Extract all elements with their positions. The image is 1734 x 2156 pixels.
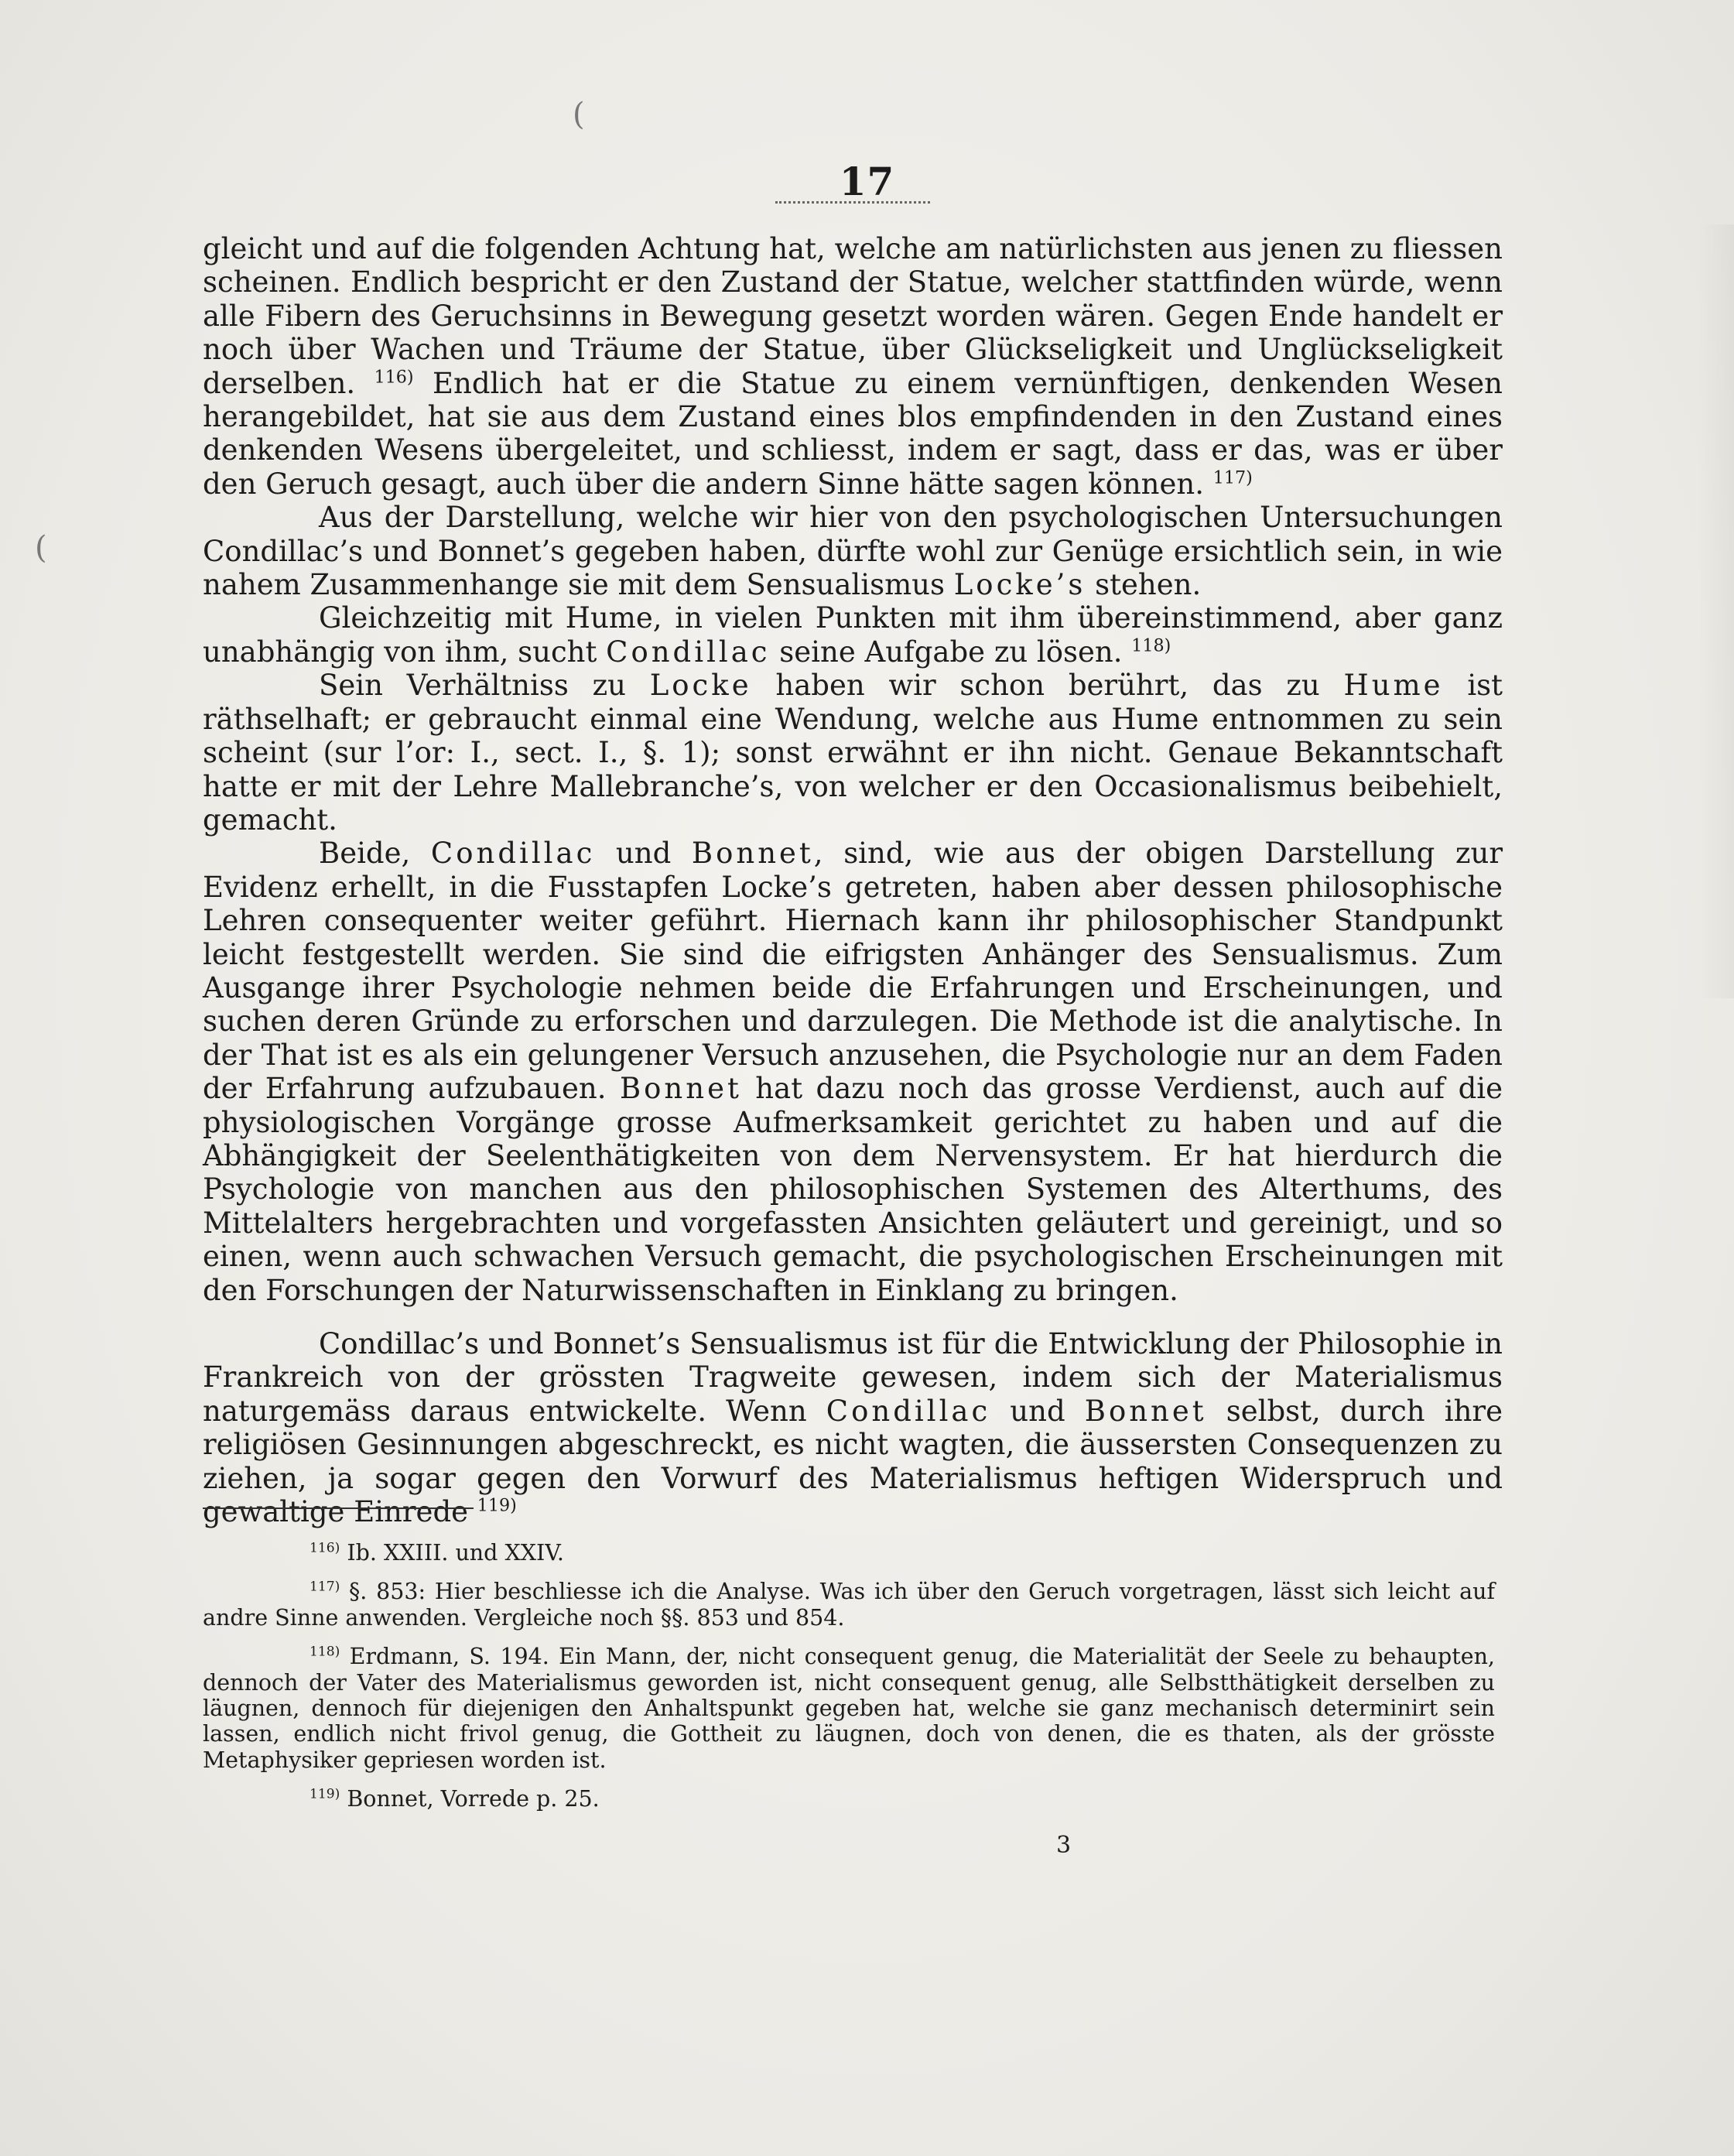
text-run: ist räthselhaft; er gebraucht einmal eine Wendung, welche aus Hume entnommen zu sein scheint (sur l’or: I., sect. I., §. 1); sonst erwähnt er ihn nicht. Genaue Bekanntschaft hatte er mit der Lehre Mallebranche’s, von welcher er den Occasionalismus beibehielt, gemacht. bbox=[203, 669, 1503, 837]
footnote-text: Bonnet, Vorrede p. 25. bbox=[340, 1786, 600, 1812]
text-run: Condillac’s und Bonnet’s Sensualismus ist für die Entwicklung der Philosophie in Frankreich von der grössten Tragweite gewesen, indem sich der Materialismus naturgemäss daraus entwickelte. Wenn bbox=[203, 1327, 1503, 1428]
footnote-rule bbox=[203, 1507, 474, 1509]
paragraph bbox=[203, 601, 1503, 669]
footnotes bbox=[203, 1540, 1495, 1826]
margin-pencil-mark: ( bbox=[573, 97, 585, 132]
paragraph bbox=[203, 1327, 1503, 1528]
spaced-name: Locke’s bbox=[953, 568, 1086, 602]
footnote-text: Erdmann, S. 194. Ein Mann, der, nicht consequent genug, die Materialität der Seele zu behaupten, dennoch der Vater des Materialismus geworden ist, nicht consequent genug, alle Selbstthätigkeit derselben zu läugnen, dennoch für diejenigen den Anhaltspunkt gegeben hat, welche sie ganz mechanisch determinirt sein lassen, endlich nicht frivol genug, die Gottheit zu läugnen, doch von denen, die es thaten, als der grösste Metaphysiker gepriesen worden ist. bbox=[203, 1644, 1495, 1773]
text-run: selbst, durch ihre religiösen Gesinnungen abgeschreckt, es nicht wagten, die äussersten Consequenzen zu ziehen, ja sogar gegen den Vorwurf des Materialismus heftigen Widerspruch und gewaltige Einrede bbox=[203, 1394, 1503, 1529]
spaced-name: Locke bbox=[649, 669, 752, 703]
text-run: und bbox=[990, 1394, 1085, 1428]
paragraph bbox=[203, 232, 1503, 501]
text-run: , sind, wie aus der obigen Darstellung zur Evidenz erhellt, in die Fusstapfen Locke’s getreten, haben aber dessen philosophische Lehren consequenter weiter geführt. Hiernach kann ihr philosophischer Standpunkt leicht festgestellt werden. Sie sind die eifrigsten Anhänger des Sensualismus. Zum Ausgange ihrer Psychologie nehmen beide die Erfahrungen und Erscheinungen, und suchen deren Gründe zu erforschen und darzulegen. Die Methode ist die analytische. In der That ist es als ein gelungener Versuch anzusehen, die Psychologie nur an dem Faden der Erfahrung aufzubauen. bbox=[203, 837, 1503, 1106]
text-run: Beide, bbox=[319, 837, 431, 871]
spaced-name: Condillac bbox=[606, 635, 771, 669]
text-run: Endlich hat er die Statue zu einem vernünftigen, denkenden Wesen herangebildet, hat sie aus dem Zustand eines blos empfindenden in den Zustand eines denkenden Wesens übergeleitet, und schliesst, indem er sagt, dass er das, was er über den Geruch gesagt, auch über die andern Sinne hätte sagen können. bbox=[203, 366, 1503, 501]
footnote bbox=[203, 1579, 1495, 1631]
spaced-name: Bonnet bbox=[1084, 1394, 1207, 1428]
text-run: gleicht und auf die folgenden Achtung hat, welche am natürlichsten aus jenen zu fliessen scheinen. Endlich bespricht er den Zustand der Statue, welcher stattfinden würde, wenn alle Fibern des Geruchsinns in Bewegung gesetzt worden wären. Gegen Ende handelt er noch über Wachen und Träume der Statue, über Glückseligkeit und Unglückseligkeit derselben. bbox=[203, 232, 1503, 400]
text-run: und bbox=[595, 837, 692, 871]
spaced-name: Bonnet bbox=[691, 837, 814, 871]
spaced-name: Condillac bbox=[430, 837, 596, 871]
margin-pencil-mark: ( bbox=[35, 530, 47, 566]
footnote-text: Ib. XXIII. und XXIV. bbox=[340, 1540, 564, 1566]
text-run: seine Aufgabe zu lösen. bbox=[770, 635, 1132, 669]
paragraph bbox=[203, 669, 1503, 837]
signature-mark: 3 bbox=[1056, 1832, 1072, 1859]
text-run: haben wir schon berührt, das zu bbox=[751, 669, 1344, 703]
spaced-name: Condillac bbox=[826, 1394, 991, 1428]
footnote bbox=[203, 1540, 1495, 1566]
footnote-text: §. 853: Hier beschliesse ich die Analyse. Was ich über den Geruch vorgetragen, lässt sich leicht auf andre Sinne anwenden. Vergleiche noch §§. 853 und 854. bbox=[203, 1579, 1495, 1631]
header-ornament bbox=[775, 201, 930, 208]
footnote-number: 117) bbox=[310, 1579, 340, 1595]
footnote-ref: 118) bbox=[1131, 635, 1171, 656]
footnote bbox=[203, 1786, 1495, 1812]
text-run: Sein Verhältniss zu bbox=[319, 669, 650, 703]
page-edge-shadow bbox=[1698, 224, 1734, 998]
footnote-ref: 119) bbox=[477, 1495, 517, 1516]
text-run: hat dazu noch das grosse Verdienst, auch auf die physiologischen Vorgänge grosse Aufmerksamkeit gerichtet zu haben und auf die Abhängigkeit der Seelenthätigkeiten von dem Nervensystem. Er hat hierdurch die Psychologie von manchen aus den philosophischen Systemen des Alterthums, des Mittelalters hergebrachten und vorgefassten Ansichten geläutert und gereinigt, und so einen, wenn auch schwachen Versuch gemacht, die psychologischen Erscheinungen mit den Forschungen der Naturwissenschaften in Einklang zu bringen. bbox=[203, 1072, 1503, 1307]
page-number: 17 bbox=[839, 159, 895, 204]
footnote-number: 119) bbox=[310, 1786, 340, 1802]
body-text bbox=[203, 232, 1503, 1528]
paragraph bbox=[203, 837, 1503, 1307]
footnote-number: 118) bbox=[310, 1644, 340, 1660]
footnote-number: 116) bbox=[310, 1540, 340, 1556]
text-run: stehen. bbox=[1086, 568, 1202, 602]
text-run: Gleichzeitig mit Hume, in vielen Punkten mit ihm übereinstimmend, aber ganz unabhängig von ihm, sucht bbox=[203, 601, 1503, 669]
spaced-name: Bonnet bbox=[619, 1072, 742, 1106]
paragraph bbox=[203, 501, 1503, 601]
spaced-name: Hume bbox=[1343, 669, 1444, 703]
text-run: Aus der Darstellung, welche wir hier von den psychologischen Untersuchungen Condillac’s und Bonnet’s gegeben haben, dürfte wohl zur Genüge ersichtlich sein, in wie nahem Zusammenhange sie mit dem Sensualismus bbox=[203, 501, 1503, 602]
footnote-ref: 116) bbox=[374, 367, 414, 388]
footnote bbox=[203, 1644, 1495, 1773]
footnote-ref: 117) bbox=[1212, 467, 1253, 488]
